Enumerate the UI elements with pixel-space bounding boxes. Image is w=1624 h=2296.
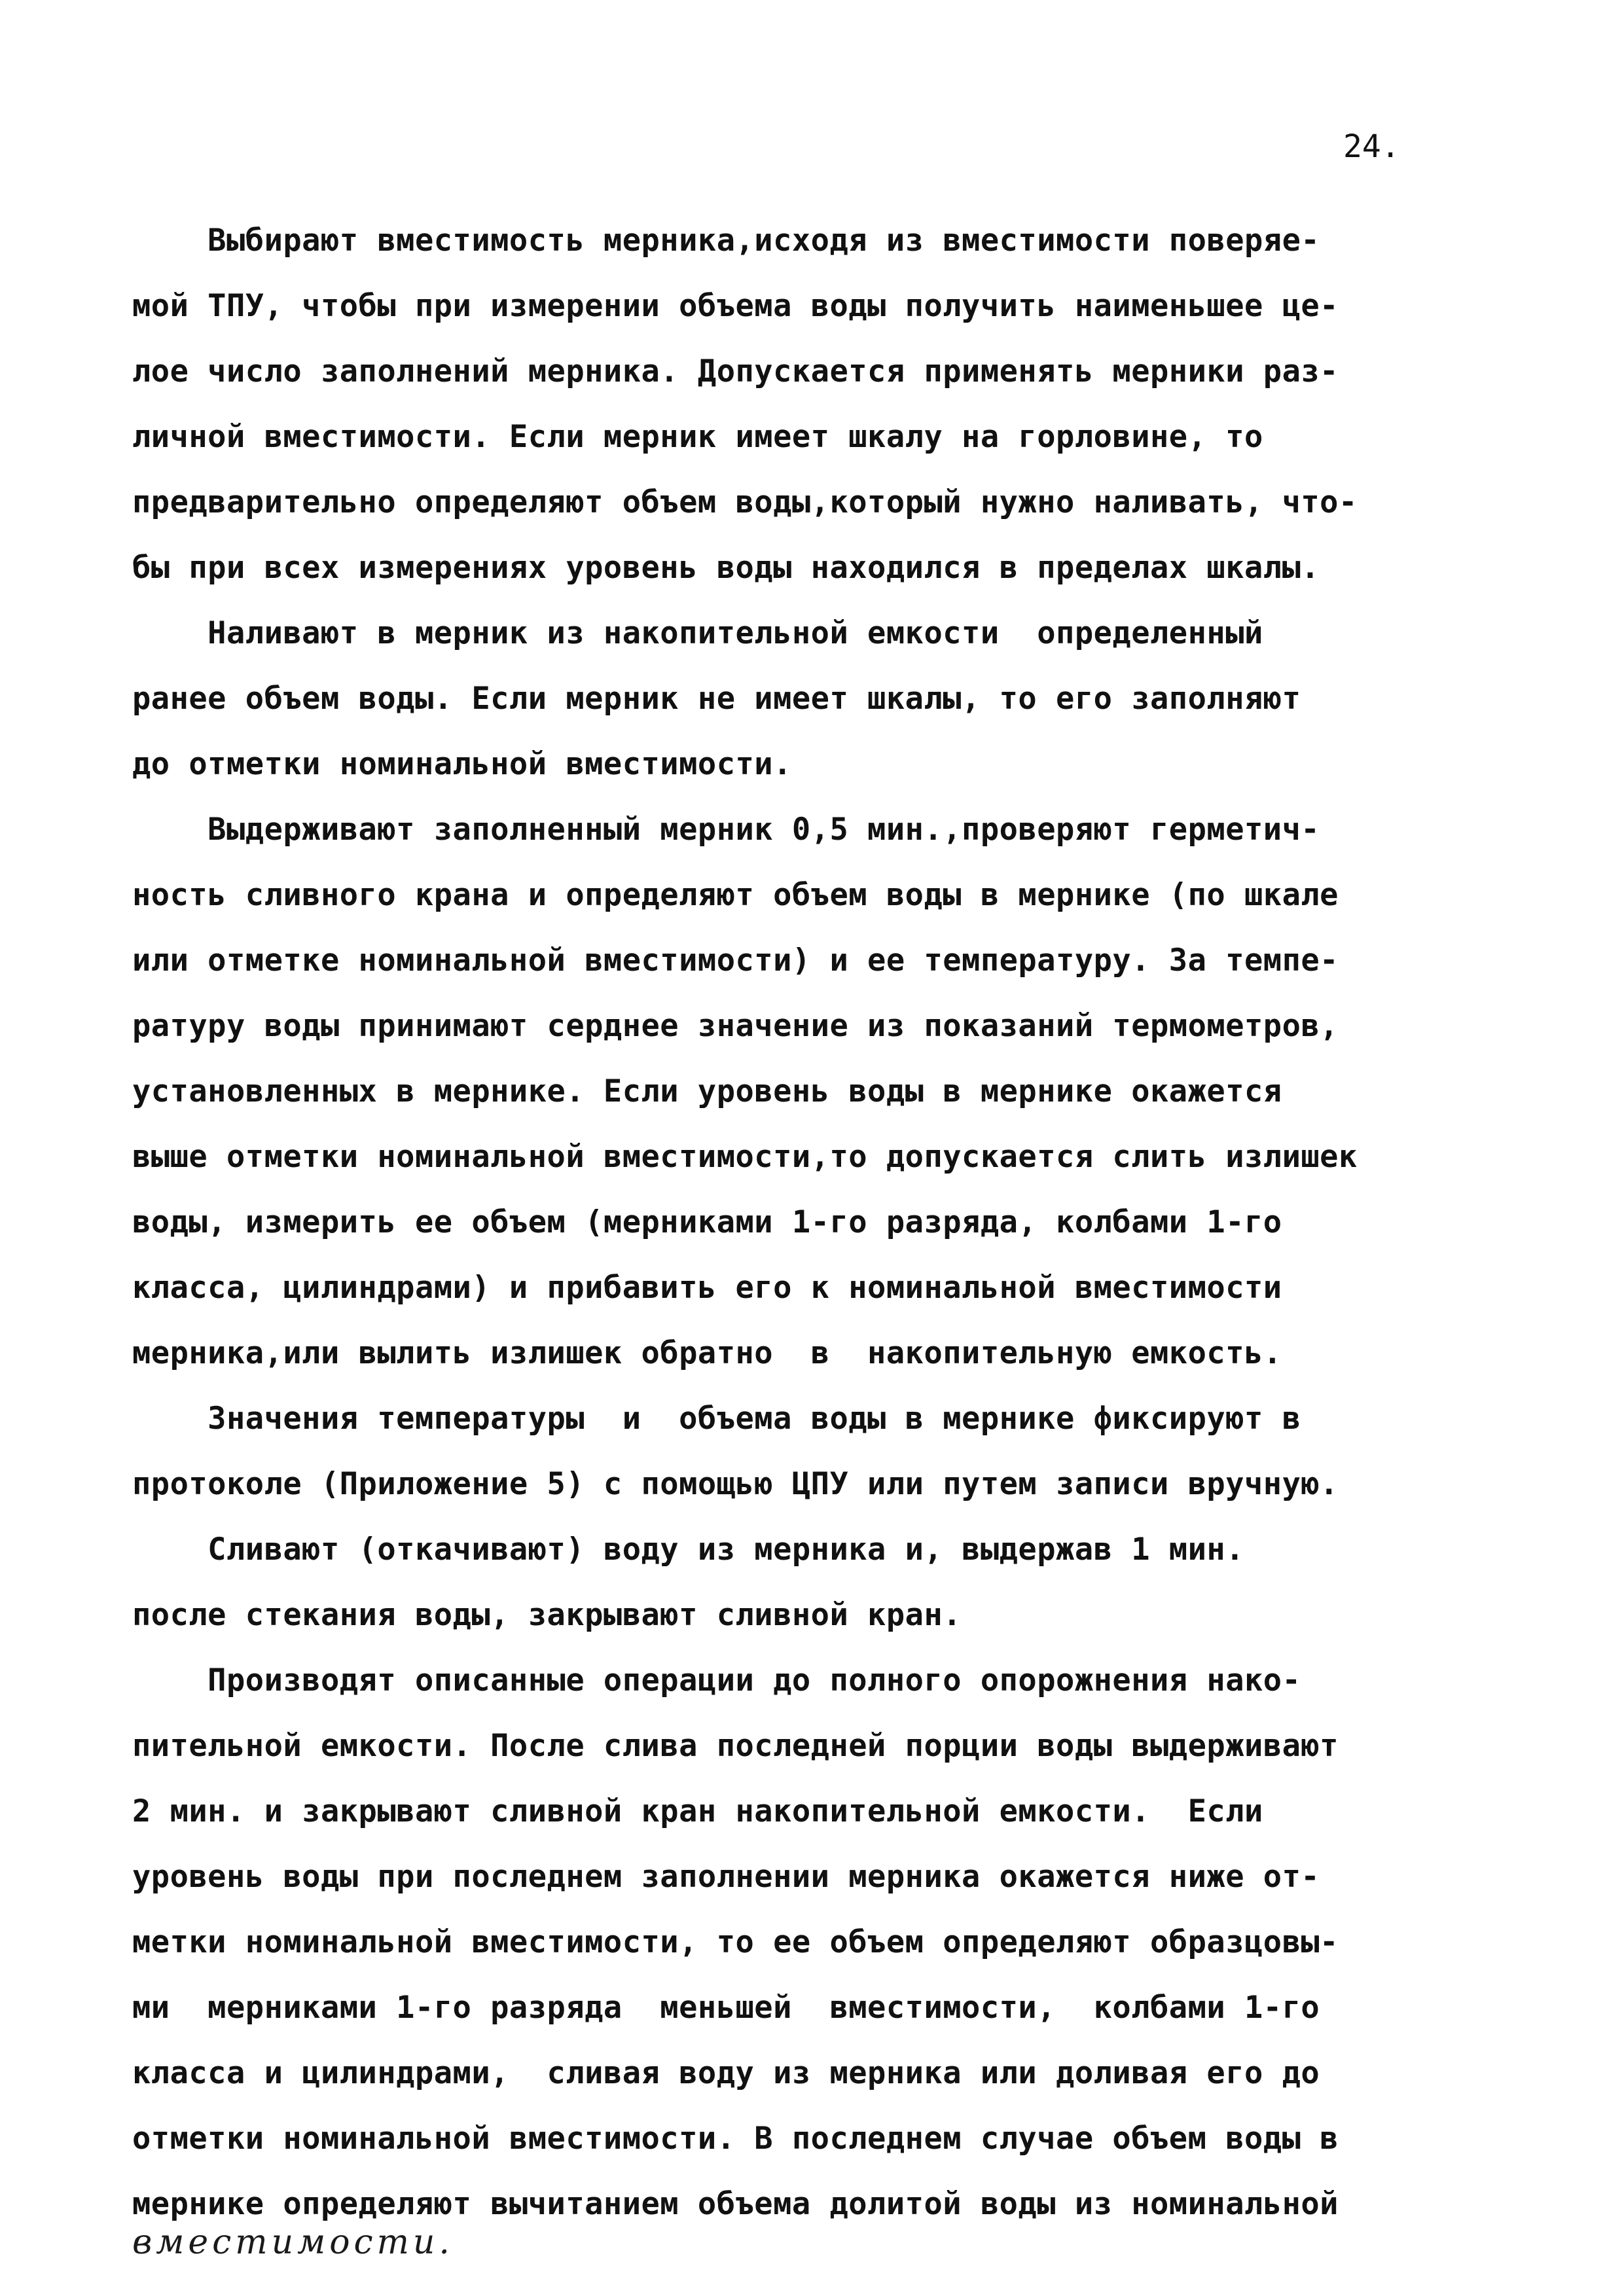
text-line: уровень воды при последнем заполнении мерника окажется ниже от- — [132, 1859, 1320, 1895]
text-line: воды, измерить ее объем (мерниками 1-го разряда, колбами 1-го — [132, 1204, 1282, 1240]
text-line: отметки номинальной вместимости. В последнем случае объем воды в — [132, 2121, 1339, 2157]
text-line: ратуру воды принимают серднее значение из показаний термометров, — [132, 1008, 1339, 1044]
text-line: предварительно определяют объем воды,который нужно наливать, что- — [132, 484, 1358, 520]
text-line: выше отметки номинальной вместимости,то допускается слить излишек — [132, 1139, 1358, 1175]
text-line: ность сливного крана и определяют объем воды в мернике (по шкале — [132, 877, 1339, 913]
page-number: 24. — [1343, 128, 1400, 165]
text-line: после стекания воды, закрывают сливной кран. — [132, 1597, 962, 1633]
text-line: пительной емкости. После слива последней порции воды выдерживают — [132, 1728, 1339, 1764]
text-line: протоколе (Приложение 5) с помощью ЦПУ или путем записи вручную. — [132, 1466, 1339, 1502]
text-line: класса, цилиндрами) и прибавить его к номинальной вместимости — [132, 1270, 1282, 1306]
text-line: Выбирают вместимость мерника,исходя из вместимости поверяе- — [132, 223, 1320, 259]
text-line: ранее объем воды. Если мерник не имеет шкалы, то его заполняют — [132, 681, 1301, 717]
text-line: бы при всех измерениях уровень воды находился в пределах шкалы. — [132, 550, 1320, 586]
text-line: мерника,или вылить излишек обратно в накопительную емкость. — [132, 1335, 1282, 1371]
text-line: 2 мин. и закрывают сливной кран накопительной емкости. Если — [132, 1793, 1263, 1829]
text-line: личной вместимости. Если мерник имеет шкалу на горловине, то — [132, 419, 1263, 455]
text-line: Значения температуры и объема воды в мернике фиксируют в — [132, 1401, 1301, 1437]
text-line: Производят описанные операции до полного опорожнения нако- — [132, 1662, 1301, 1698]
text-line: класса и цилиндрами, сливая воду из мерника или доливая его до — [132, 2055, 1320, 2091]
text-line: Наливают в мерник из накопительной емкости определенный — [132, 615, 1263, 651]
text-line: или отметке номинальной вместимости) и ее температуру. За темпе- — [132, 942, 1339, 978]
text-line: ми мерниками 1-го разряда меньшей вместимости, колбами 1-го — [132, 1990, 1320, 2026]
text-line: мернике определяют вычитанием объема долитой воды из номинальной — [132, 2186, 1339, 2222]
handwritten-line: вместимости. — [132, 2223, 454, 2262]
text-line: метки номинальной вместимости, то ее объем определяют образцовы- — [132, 1924, 1339, 1960]
text-line: Сливают (откачивают) воду из мерника и, выдержав 1 мин. — [132, 1532, 1244, 1568]
text-line: лое число заполнений мерника. Допускается применять мерники раз- — [132, 353, 1339, 389]
text-line: мой ТПУ, чтобы при измерении объема воды получить наименьшее це- — [132, 288, 1339, 324]
text-line: до отметки номинальной вместимости. — [132, 746, 792, 782]
text-line: Выдерживают заполненный мерник 0,5 мин.,проверяют герметич- — [132, 812, 1320, 848]
text-line: установленных в мернике. Если уровень воды в мернике окажется — [132, 1073, 1282, 1109]
